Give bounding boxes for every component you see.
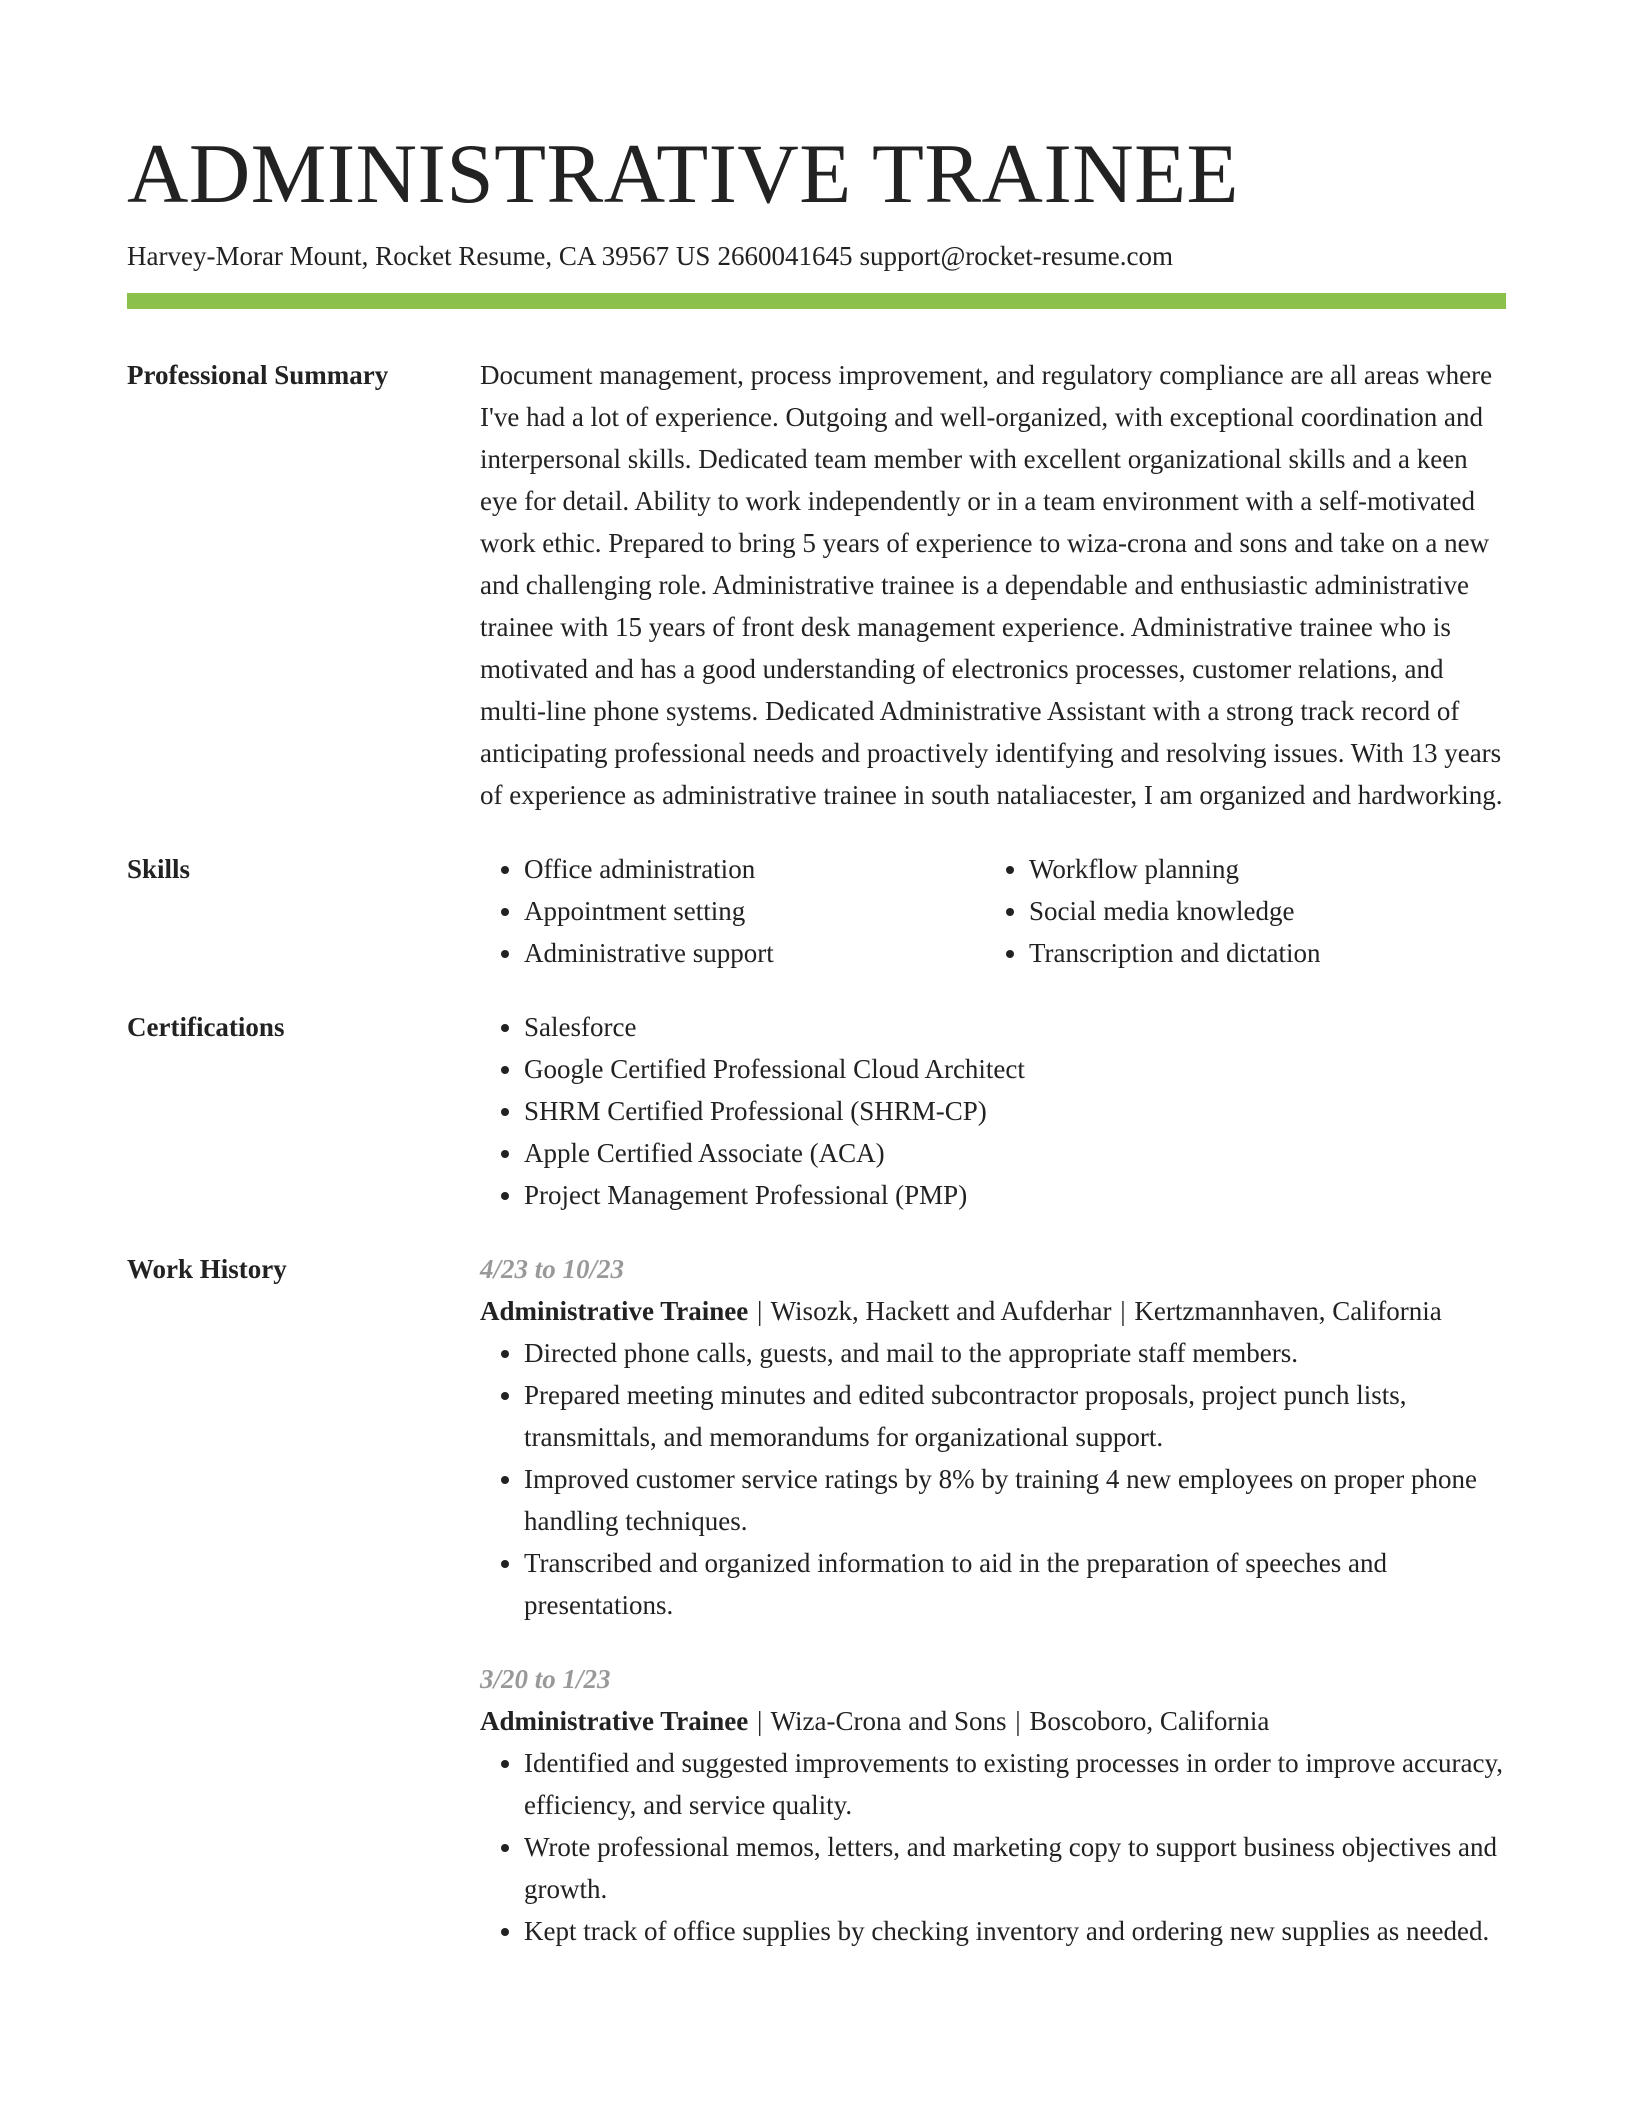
certifications-label: Certifications: [127, 1012, 285, 1042]
contact-address: Harvey-Morar Mount, Rocket Resume, CA 39567 US: [127, 241, 711, 271]
job-bullet: • Transcribed and organized information to aid in the preparation of speeches and presentations.: [524, 1542, 1506, 1626]
certifications-section: [127, 1006, 1506, 1216]
job-dates: 4/23 to 10/23: [480, 1254, 625, 1284]
skill-item: • Transcription and dictation: [1029, 932, 1490, 974]
skill-item: • Workflow planning: [1029, 848, 1490, 890]
job-separator: |: [1015, 1706, 1021, 1736]
job-bullet: • Wrote professional memos, letters, and marketing copy to support business objectives and growth.: [524, 1826, 1506, 1910]
certification-item: • Salesforce: [524, 1006, 1506, 1048]
certification-item: • Google Certified Professional Cloud Architect: [524, 1048, 1506, 1090]
job-bullet: • Identified and suggested improvements to existing processes in order to improve accuracy, efficiency, and service quality.: [524, 1742, 1506, 1826]
skills-label: Skills: [127, 854, 191, 884]
job-bullet: • Improved customer service ratings by 8% by training 4 new employees on proper phone handling techniques.: [524, 1458, 1506, 1542]
work-history-label: Work History: [127, 1254, 287, 1284]
job-entry: [480, 1658, 1506, 1952]
certifications-body: [480, 1006, 1506, 1216]
summary-label: Professional Summary: [127, 360, 389, 390]
skill-item: • Administrative support: [524, 932, 985, 974]
job-bullets: [480, 1332, 1506, 1626]
skills-list-right: [985, 848, 1490, 974]
job-bullet: • Kept track of office supplies by checking inventory and ordering new supplies as needed.: [524, 1910, 1506, 1952]
contact-phone: 2660041645: [717, 241, 853, 271]
skills-section: [127, 848, 1506, 974]
skills-list-left: [480, 848, 985, 974]
skill-item: • Social media knowledge: [1029, 890, 1490, 932]
job-bullets: [480, 1742, 1506, 1952]
summary-body: [480, 354, 1506, 816]
job-separator: |: [1120, 1296, 1126, 1326]
skills-column-right: [985, 848, 1490, 974]
certification-item: • SHRM Certified Professional (SHRM-CP): [524, 1090, 1506, 1132]
skills-column-left: [480, 848, 985, 974]
contact-email: support@rocket-resume.com: [859, 241, 1173, 271]
job-title: Administrative Trainee: [480, 1706, 749, 1736]
skills-grid: [480, 848, 1506, 974]
contact-line: [127, 239, 1506, 273]
job-separator: |: [756, 1706, 763, 1736]
summary-section: [127, 354, 1506, 816]
resume-title: ADMINISTRATIVE TRAINEE: [127, 127, 1239, 221]
work-history-section: [127, 1248, 1506, 1952]
job-heading: [480, 1700, 1506, 1742]
job-title: Administrative Trainee: [480, 1296, 749, 1326]
skill-item: • Appointment setting: [524, 890, 985, 932]
job-dates: 3/20 to 1/23: [480, 1664, 611, 1694]
job-separator: |: [756, 1296, 763, 1326]
job-bullet: • Directed phone calls, guests, and mail to the appropriate staff members.: [524, 1332, 1506, 1374]
header-divider: [127, 293, 1506, 309]
work-history-body: [480, 1248, 1506, 1952]
job-location: Kertzmannhaven, California: [1134, 1296, 1442, 1326]
job-entry: [480, 1248, 1506, 1626]
skill-item: • Office administration: [524, 848, 985, 890]
job-company: Wiza-Crona and Sons: [770, 1706, 1007, 1736]
certification-item: • Apple Certified Associate (ACA): [524, 1132, 1506, 1174]
summary-text: Document management, process improvement, and regulatory compliance are all areas where I've had a lot of experience. Outgoing and well-organized, with exceptional coordination and interpersonal skills. Dedicated team member with excellent organizational skills and a keen eye for detail. Ability to work independently or in a team environment with a self-motivated work ethic. Prepared to bring 5 years of experience to wiza-crona and sons and take on a new and challenging role. Administrative trainee is a dependable and enthusiastic administrative trainee with 15 years of front desk management experience. Administrative trainee who is motivated and has a good understanding of electronics processes, customer relations, and multi-line phone systems. Dedicated Administrative Assistant with a strong track record of anticipating professional needs and proactively identifying and resolving issues. With 13 years of experience as administrative trainee in south nataliacester, I am organized and hardworking.: [480, 360, 1503, 810]
certifications-list: [480, 1006, 1506, 1216]
job-location: Boscoboro, California: [1029, 1706, 1270, 1736]
job-bullet: • Prepared meeting minutes and edited subcontractor proposals, project punch lists, transmittals, and memorandums for organizational support.: [524, 1374, 1506, 1458]
job-heading: [480, 1290, 1506, 1332]
job-company: Wisozk, Hackett and Aufderhar: [770, 1296, 1112, 1326]
certification-item: • Project Management Professional (PMP): [524, 1174, 1506, 1216]
